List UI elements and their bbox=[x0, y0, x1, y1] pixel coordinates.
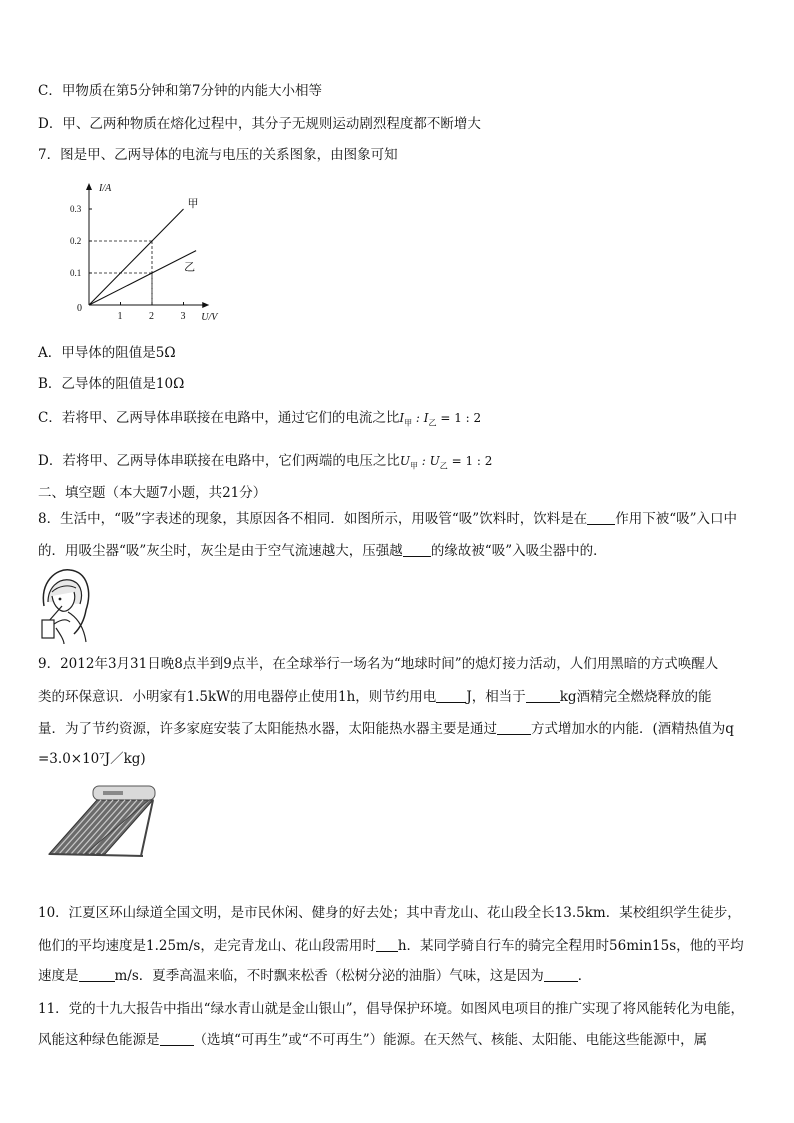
series-label-1: 甲 bbox=[187, 198, 199, 210]
series-line-2 bbox=[89, 251, 196, 305]
y-tick-label: 0.2 bbox=[70, 236, 82, 246]
q11-blank-1[interactable] bbox=[160, 1032, 194, 1046]
q7-option-c-text: C．若将甲、乙两导体串联接在电路中，通过它们的电流之比 bbox=[38, 410, 400, 426]
q8-line-2: 的．用吸尘器“吸”灰尘时，灰尘是由于空气流速越大，压强越 的缘故被“吸”入吸尘器中的． bbox=[38, 543, 607, 559]
q7-option-d-text: D．若将甲、乙两导体串联接在电路中，它们两端的电压之比 bbox=[38, 453, 400, 469]
q7-stem: 7．图是甲、乙两导体的电流与电压的关系图象，由图象可知 bbox=[38, 147, 398, 163]
q9-line-2: 类的环保意识．小明家有1.5kW的用电器停止使用1h，则节约用电 J，相当于 kg酒精完全燃烧释放的能 bbox=[38, 689, 712, 705]
q6-option-c: C．甲物质在第5分钟和第7分钟的内能大小相等 bbox=[38, 83, 323, 99]
current-voltage-chart bbox=[64, 180, 234, 330]
q7-option-b: B．乙导体的阻值是10Ω bbox=[38, 376, 185, 392]
x-axis-label: U/V bbox=[201, 312, 218, 323]
q9-line-1: 9．2012年3月31日晚8点半到9点半，在全球举行一场名为“地球时间”的熄灯接力活动，人们用黑暗的方式唤醒人 bbox=[38, 656, 719, 672]
q7-option-d bbox=[38, 452, 492, 475]
q10-line-1: 10．江夏区环山绿道全国文明，是市民休闲、健身的好去处；其中青龙山、花山段全长13.5km．某校组织学生徒步， bbox=[38, 905, 741, 921]
q10-blank-3[interactable] bbox=[544, 968, 578, 982]
y-tick-label: 0.1 bbox=[70, 268, 82, 278]
x-axis-arrow bbox=[202, 302, 209, 308]
x-tick-label: 1 bbox=[117, 311, 123, 322]
girl-drinking-figure bbox=[34, 562, 94, 644]
series-label-2: 乙 bbox=[184, 261, 196, 274]
q7-option-d-ratio: $U_甲$ : $U_乙 = 1$ : 2 bbox=[399, 454, 493, 471]
q10-blank-2[interactable] bbox=[79, 968, 115, 982]
q10-line-2: 他们的平均速度是1.25m/s，走完青龙山、花山段需用时 h．某同学骑自行车的骑完全程用时56min15s，他的平均 bbox=[38, 938, 744, 954]
q11-line-2: 风能这种绿色能源是 （选填“可再生”或“不可再生”）能源。在天然气、核能、太阳能、电能这些能源中，属 bbox=[38, 1032, 708, 1048]
q9-blank-3[interactable] bbox=[497, 721, 531, 735]
q10-line-3: 速度是 m/s．夏季高温来临，不时飘来松香（松树分泌的油脂）气味，这是因为 ． bbox=[38, 968, 592, 984]
x-tick-label: 2 bbox=[149, 311, 154, 322]
q11-line-1: 11．党的十九大报告中指出“绿水青山就是金山银山”，倡导保护环境。如图风电项目的推广实现了将风能转化为电能， bbox=[38, 1001, 744, 1017]
q9-line-4: =3.0×10⁷J／kg) bbox=[38, 751, 146, 767]
y-axis-arrow bbox=[86, 183, 92, 190]
q8-blank-2[interactable] bbox=[403, 543, 431, 557]
y-axis-label: I/A bbox=[99, 183, 112, 194]
q7-option-a: A．甲导体的阻值是5Ω bbox=[38, 345, 176, 361]
solar-water-heater-figure bbox=[45, 782, 160, 862]
q9-line-3: 量．为了节约资源，许多家庭安装了太阳能热水器，太阳能热水器主要是通过 方式增加水的内能．(酒精热值为q bbox=[38, 721, 734, 737]
series-line-1 bbox=[89, 209, 184, 305]
x-tick-label: 3 bbox=[180, 311, 186, 322]
q8-line-1: 8．生活中，“吸”字表述的现象，其原因各不相同．如图所示，用吸管“吸”饮料时，饮料是在 作用下被“吸”入口中 bbox=[38, 511, 738, 527]
q9-blank-1[interactable] bbox=[436, 689, 466, 703]
y-tick-label: 0.3 bbox=[70, 204, 82, 214]
section-title: 二、填空题（本大题7小题，共21分） bbox=[38, 485, 267, 501]
origin-label: 0 bbox=[77, 303, 82, 314]
q8-blank-1[interactable] bbox=[587, 511, 615, 525]
q6-option-d: D．甲、乙两种物质在熔化过程中，其分子无规则运动剧烈程度都不断增大 bbox=[38, 116, 481, 132]
q7-option-c bbox=[38, 409, 481, 432]
q7-option-c-ratio: $I_甲$ : $I_乙 = 1$ : 2 bbox=[399, 411, 482, 428]
q10-blank-1[interactable] bbox=[376, 938, 398, 952]
q9-blank-2[interactable] bbox=[526, 689, 560, 703]
